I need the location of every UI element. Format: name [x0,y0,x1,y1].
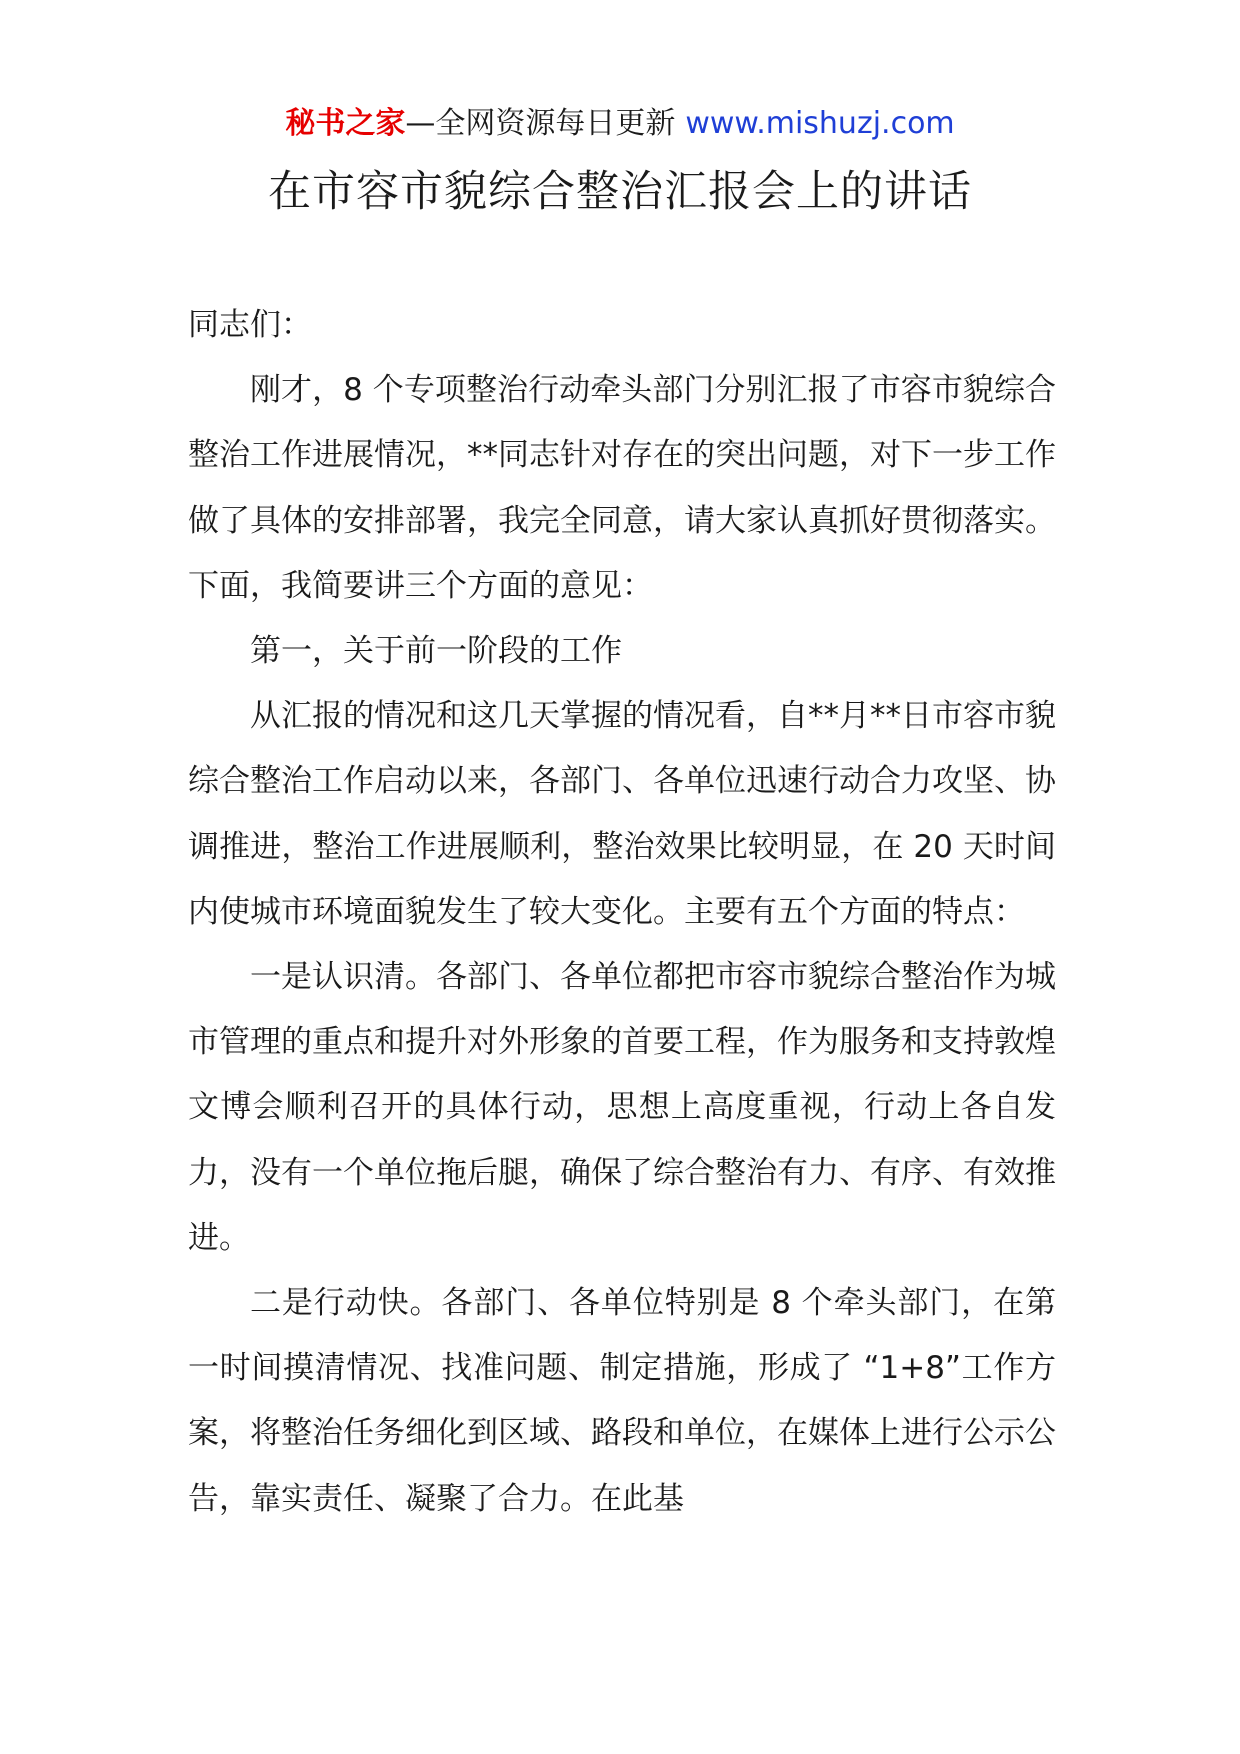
site-url-link[interactable]: www.mishuzj.com [685,106,955,141]
document-title: 在市容市貌综合整治汇报会上的讲话 [268,167,972,217]
header-slogan: —全网资源每日更新 [405,106,676,141]
section-heading: 第一，关于前一阶段的工作 [250,633,622,670]
paragraph: 一是认识清。各部门、各单位都把市容市貌综合整治作为城市管理的重点和提升对外形象的首要工程，作为服务和支持敦煌文博会顺利召开的具体行动，思想上高度重视，行动上各自发力，没有一个单位拖后腿，确保了综合整治有力、有序、有效推进。 [188,959,1056,1256]
paragraph: 刚才，8 个专项整治行动牵头部门分别汇报了市容市貌综合整治工作进展情况，**同志针对存在的突出问题，对下一步工作做了具体的安排部署，我完全同意，请大家认真抓好贯彻落实。下面，我简要讲三个方面的意见： [188,372,1056,604]
brand-name: 秘书之家 [285,106,406,141]
site-header [0,102,1240,146]
document-body [188,293,1056,1532]
salutation: 同志们： [188,307,312,343]
paragraph: 二是行动快。各部门、各单位特别是 8 个牵头部门，在第一时间摸清情况、找准问题、制定措施，形成了 “1+8”工作方案，将整治任务细化到区域、路段和单位，在媒体上进行公示公告，靠实责任、凝聚了合力。在此基 [188,1285,1056,1517]
paragraph: 从汇报的情况和这几天掌握的情况看，自**月**日市容市貌综合整治工作启动以来，各部门、各单位迅速行动合力攻坚、协调推进，整治工作进展顺利，整治效果比较明显，在 20 天时间内使城市环境面貌发生了较大变化。主要有五个方面的特点： [188,698,1056,930]
